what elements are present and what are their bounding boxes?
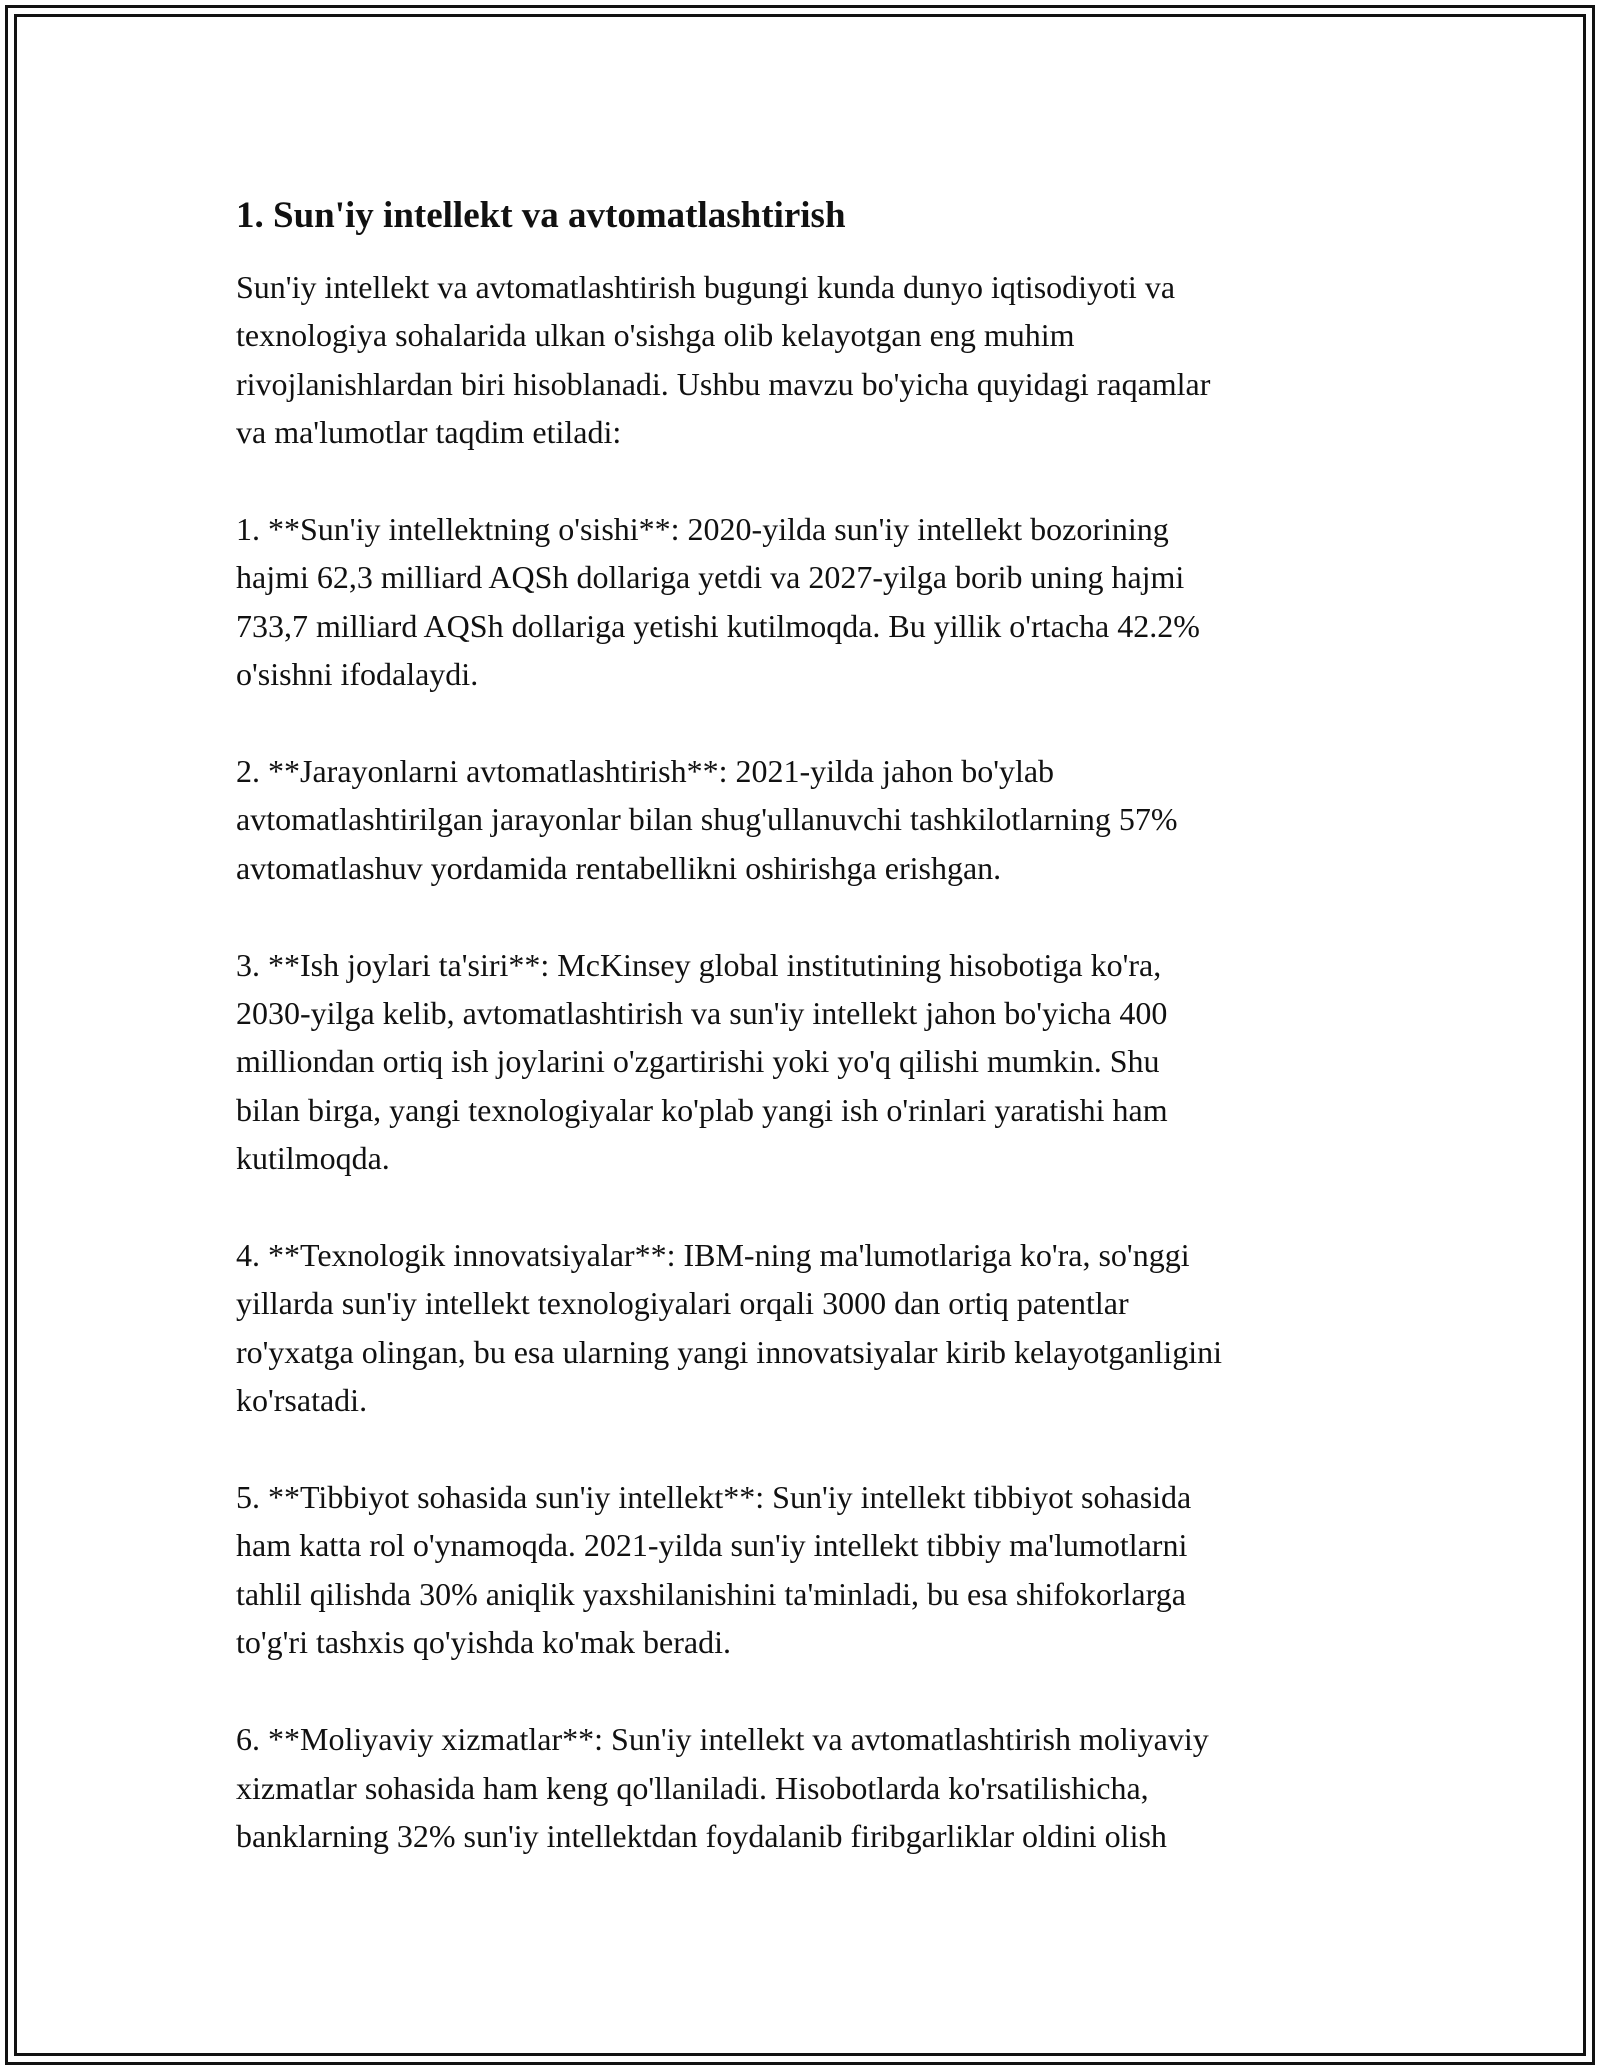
list-item-2: 2. **Jarayonlarni avtomatlashtirish**: 2021-yilda jahon bo'ylab avtomatlashtirilgan jarayonlar bilan shug'ullanuvchi tashkilotlarning 57% avtomatlashuv yordamida rentabellikni oshirishga erishgan. — [236, 753, 1178, 886]
list-item-4: 4. **Texnologik innovatsiyalar**: IBM-ning ma'lumotlariga ko'ra, so'nggi yillarda sun'iy intellekt texnologiyalari orqali 3000 dan ortiq patentlar ro'yxatga olingan, bu esa ularning yangi innovatsiyalar kirib kelayotganligini ko'rsatadi. — [236, 1237, 1222, 1419]
section-title: 1. Sun'iy intellekt va avtomatlashtirish — [236, 195, 846, 236]
list-item-6: 6. **Moliyaviy xizmatlar**: Sun'iy intellekt va avtomatlashtirish moliyaviy xizmatlar sohasida ham keng qo'llaniladi. Hisobotlarda ko'rsatilishicha, banklarning 32% sun'iy intellektdan foydalanib firibgarliklar oldini olish — [236, 1721, 1209, 1854]
list-item-3: 3. **Ish joylari ta'siri**: McKinsey global institutining hisobotiga ko'ra, 2030-yilga kelib, avtomatlashtirish va sun'iy intellekt jahon bo'yicha 400 milliondan ortiq ish joylarini o'zgartirishi yoki yo'q qilishi mumkin. Shu bilan birga, yangi texnologiyalar ko'plab yangi ish o'rinlari yaratishi ham kutilmoqda. — [236, 946, 1168, 1177]
list-item-1: 1. **Sun'iy intellektning o'sishi**: 2020-yilda sun'iy intellekt bozorining hajmi 62,3 milliard AQSh dollariga yetdi va 2027-yilga borib uning hajmi 733,7 milliard AQSh dollariga yetishi kutilmoqda. Bu yillik o'rtacha 42.2% o'sishni ifodalaydi. — [236, 511, 1200, 693]
intro-paragraph: Sun'iy intellekt va avtomatlashtirish bugungi kunda dunyo iqtisodiyoti va texnologiya sohalarida ulkan o'sishga olib kelayotgan eng muhim rivojlanishlardan biri hisoblanadi. Ushbu mavzu bo'yicha quyidagi raqamlar va ma'lumotlar taqdim etiladi: — [236, 269, 1211, 451]
list-item-5: 5. **Tibbiyot sohasida sun'iy intellekt**: Sun'iy intellekt tibbiyot sohasida ham katta rol o'ynamoqda. 2021-yilda sun'iy intellekt tibbiy ma'lumotlarni tahlil qilishda 30% aniqlik yaxshilanishini ta'minladi, bu esa shifokorlarga to'g'ri tashxis qo'yishda ko'mak beradi. — [236, 1479, 1192, 1661]
document-body — [236, 186, 1376, 1860]
